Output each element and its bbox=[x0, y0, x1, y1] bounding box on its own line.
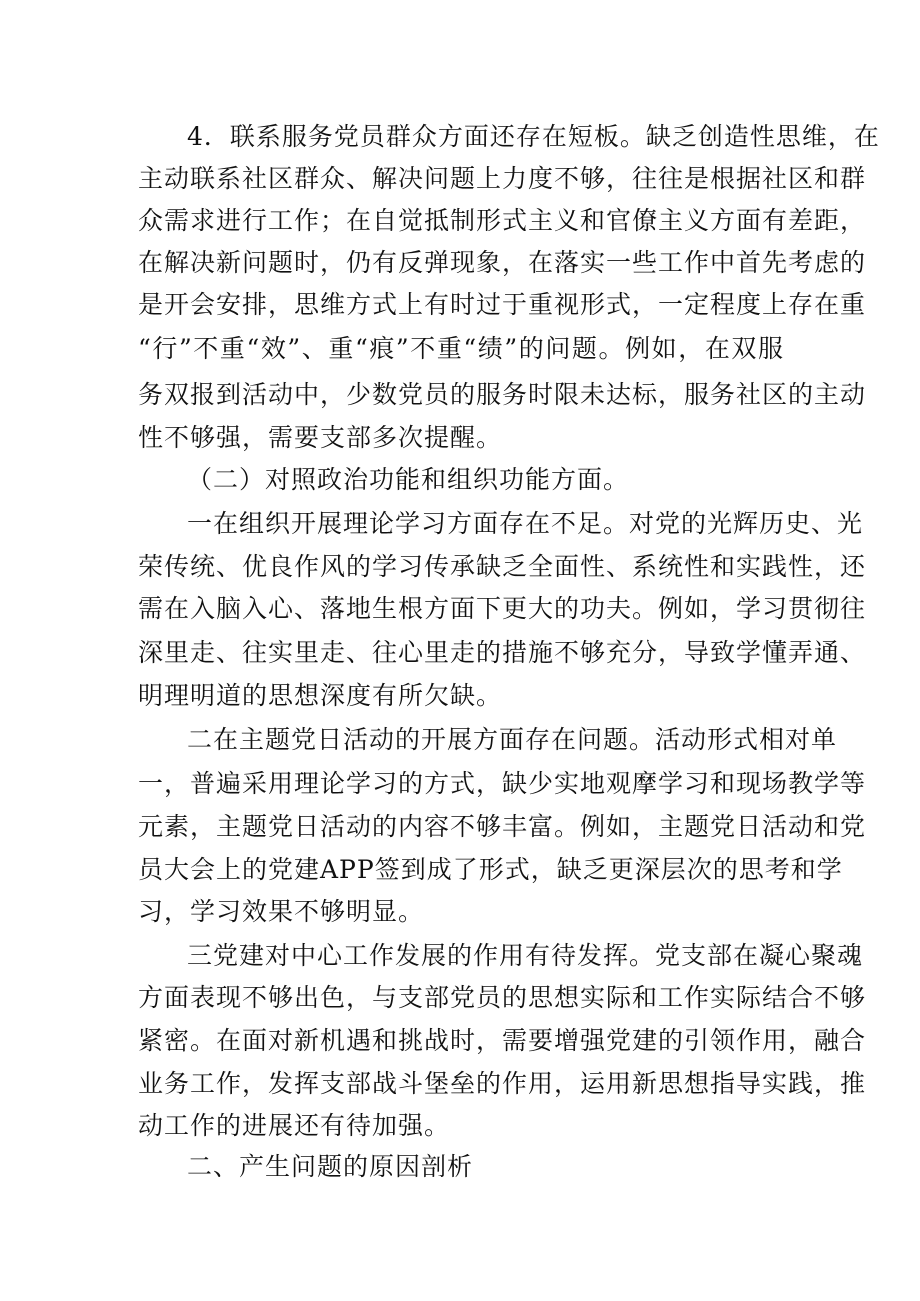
text-line: 深里走、往实里走、往心里走的措施不够充分，导致学懂弄通、 bbox=[138, 638, 867, 667]
text-line: 荣传统、优良作风的学习传承缺乏全面性、系统性和实践性，还 bbox=[138, 552, 867, 581]
text-line: 是开会安排，思维方式上有时过于重视形式，一定程度上存在重 bbox=[138, 290, 867, 319]
text-line: 一，普遍采用理论学习的方式，缺少实地观摩学习和现场教学等 bbox=[138, 769, 867, 798]
subsection-title: （二）对照政治功能和组织功能方面。 bbox=[187, 465, 630, 494]
text-line: 明理明道的思想深度有所欠缺。 bbox=[138, 681, 503, 710]
text-line: 务双报到活动中，少数党员的服务时限未达标，服务社区的主动 bbox=[138, 380, 867, 409]
text-line: 需在入脑入心、落地生根方面下更大的功夫。例如，学习贯彻往 bbox=[138, 594, 867, 623]
text-line: 一在组织开展理论学习方面存在不足。对党的光辉历史、光 bbox=[187, 509, 864, 538]
text-line: 方面表现不够出色，与支部党员的思想实际和工作实际结合不够 bbox=[138, 983, 867, 1012]
text-line: “行”不重“效”、重“痕”不重“绩”的问题。例如，在双服 bbox=[138, 334, 784, 363]
text-line: 紧密。在面对新机遇和挑战时，需要增强党建的引领作用，融合 bbox=[138, 1026, 867, 1055]
text-line: 性不够强，需要支部多次提醒。 bbox=[138, 423, 503, 452]
text-line: 员大会上的党建APP签到成了形式，缺乏更深层次的思考和学 bbox=[138, 855, 843, 884]
text-line: 元素，主题党日活动的内容不够丰富。例如，主题党日活动和党 bbox=[138, 812, 867, 841]
text-line: 动工作的进展还有待加强。 bbox=[138, 1111, 451, 1140]
text-line: 在解决新问题时，仍有反弹现象，在落实一些工作中首先考虑的 bbox=[138, 248, 867, 277]
text-line: 众需求进行工作；在自觉抵制形式主义和官僚主义方面有差距， bbox=[138, 206, 867, 235]
text-line: 4．联系服务党员群众方面还存在短板。缺乏创造性思维，在 bbox=[187, 122, 880, 151]
section-heading: 二、产生问题的原因剖析 bbox=[187, 1152, 474, 1181]
text-line: 主动联系社区群众、解决问题上力度不够，往往是根据社区和群 bbox=[138, 164, 867, 193]
text-line: 习，学习效果不够明显。 bbox=[138, 897, 425, 926]
text-line: 二在主题党日活动的开展方面存在问题。活动形式相对单 bbox=[187, 725, 838, 754]
text-line: 业务工作，发挥支部战斗堡垒的作用，运用新思想指导实践，推 bbox=[138, 1069, 867, 1098]
text-line: 三党建对中心工作发展的作用有待发挥。党支部在凝心聚魂 bbox=[187, 941, 864, 970]
